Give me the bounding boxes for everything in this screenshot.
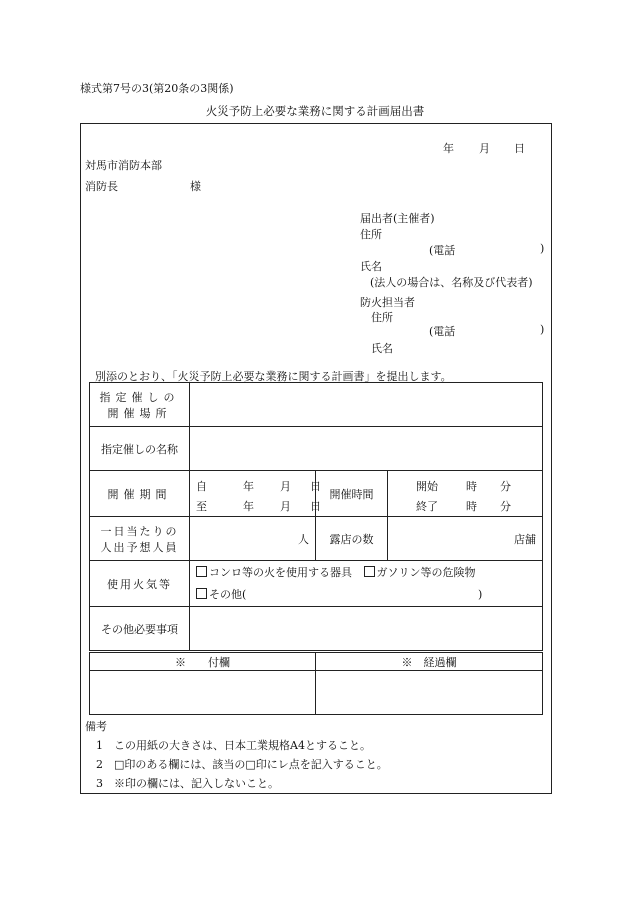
fire-manager-name: 氏名 bbox=[371, 342, 393, 355]
stalls-unit: 店舗 bbox=[514, 532, 537, 546]
official-header-row bbox=[90, 653, 543, 671]
time-start-hour: 時 bbox=[466, 479, 477, 493]
applicant-phone-open: (電話 bbox=[429, 244, 456, 257]
period-label: 開催期間 bbox=[90, 471, 190, 517]
period-from-year: 年 bbox=[243, 479, 254, 493]
visitors-field[interactable] bbox=[190, 517, 316, 561]
fire-manager-phone-close: ) bbox=[540, 323, 545, 336]
time-start: 開始 bbox=[416, 479, 438, 493]
period-from-day: 日 bbox=[310, 479, 321, 493]
other-items-label: その他必要事項 bbox=[90, 607, 190, 651]
applicant-address-label: 住所 bbox=[360, 228, 382, 241]
period-from: 自 bbox=[196, 479, 207, 493]
stalls-field[interactable] bbox=[388, 517, 543, 561]
period-to: 至 bbox=[196, 499, 207, 513]
submission-statement: 別添のとおり、「火災予防上必要な業務に関する計画書」を提出します。 bbox=[95, 370, 452, 383]
date-month: 月 bbox=[479, 142, 490, 155]
gasoline-checkbox[interactable] bbox=[364, 566, 375, 577]
time-end-minute: 分 bbox=[500, 499, 511, 513]
period-to-day: 日 bbox=[310, 499, 321, 513]
other-items-field[interactable] bbox=[190, 607, 543, 651]
other-checkbox[interactable] bbox=[196, 588, 207, 599]
stalls-label: 露店の数 bbox=[316, 517, 388, 561]
reception-field bbox=[90, 671, 316, 715]
fire-manager-header: 防火担当者 bbox=[360, 296, 415, 309]
fire-use-options bbox=[190, 561, 543, 607]
gasoline-option-label: ガソリン等の危険物 bbox=[376, 565, 476, 579]
addressee-office: 対馬市消防本部 bbox=[85, 159, 162, 172]
event-name-field[interactable] bbox=[190, 427, 543, 471]
time-label: 開催時間 bbox=[316, 471, 388, 517]
process-header: ※ 経過欄 bbox=[316, 653, 543, 671]
row-period bbox=[90, 471, 543, 517]
date-year: 年 bbox=[443, 142, 454, 155]
form-number: 様式第7号の3(第20条の3関係) bbox=[80, 82, 234, 95]
row-other-items bbox=[90, 607, 543, 651]
fire-use-label: 使用火気等 bbox=[90, 561, 190, 607]
period-field[interactable] bbox=[190, 471, 321, 517]
addressee-chief: 消防長 bbox=[85, 180, 118, 193]
process-field bbox=[316, 671, 543, 715]
fire-manager-address: 住所 bbox=[371, 311, 393, 324]
row-fire-use bbox=[90, 561, 543, 607]
applicant-name-label: 氏名 bbox=[360, 260, 382, 273]
applicant-phone-close: ) bbox=[540, 242, 545, 255]
document-title: 火災予防上必要な業務に関する計画届出書 bbox=[205, 104, 425, 118]
visitors-unit: 人 bbox=[298, 532, 309, 546]
official-body-row bbox=[90, 671, 543, 715]
time-end-hour: 時 bbox=[466, 499, 477, 513]
note-item: 2 □印のある欄には、該当の□印にレ点を記入すること。 bbox=[96, 758, 388, 771]
event-details-table bbox=[89, 382, 543, 651]
applicant-name-note: (法人の場合は、名称及び代表者) bbox=[370, 276, 533, 289]
stove-checkbox[interactable] bbox=[196, 566, 207, 577]
period-to-year: 年 bbox=[243, 499, 254, 513]
row-event-name bbox=[90, 427, 543, 471]
applicant-header: 届出者(主催者) bbox=[360, 212, 435, 225]
period-to-month: 月 bbox=[280, 499, 291, 513]
visitors-label: 一日当たりの 人出予想人員 bbox=[90, 517, 190, 561]
other-option-label: その他( bbox=[209, 587, 247, 601]
row-venue bbox=[90, 383, 543, 427]
venue-label: 指定催しの 開催場所 bbox=[90, 383, 190, 427]
time-end: 終了 bbox=[416, 499, 438, 513]
row-visitors bbox=[90, 517, 543, 561]
date-day: 日 bbox=[514, 142, 525, 155]
event-name-label: 指定催しの名称 bbox=[90, 427, 190, 471]
fire-manager-phone-open: (電話 bbox=[429, 325, 456, 338]
notes-list bbox=[96, 736, 388, 793]
note-item: 3 ※印の欄には、記入しないこと。 bbox=[96, 777, 279, 790]
other-option-close: ) bbox=[478, 587, 483, 601]
period-from-month: 月 bbox=[280, 479, 291, 493]
note-item: 1 この用紙の大きさは、日本工業規格A4とすること。 bbox=[96, 739, 371, 752]
official-use-table bbox=[89, 652, 543, 715]
time-start-minute: 分 bbox=[500, 479, 511, 493]
addressee-honorific: 様 bbox=[190, 180, 201, 193]
venue-field[interactable] bbox=[190, 383, 543, 427]
notes-heading: 備考 bbox=[85, 720, 107, 733]
stove-option-label: コンロ等の火を使用する器具 bbox=[209, 565, 352, 579]
reception-header: ※ 付欄 bbox=[90, 653, 316, 671]
time-field[interactable] bbox=[388, 471, 543, 517]
